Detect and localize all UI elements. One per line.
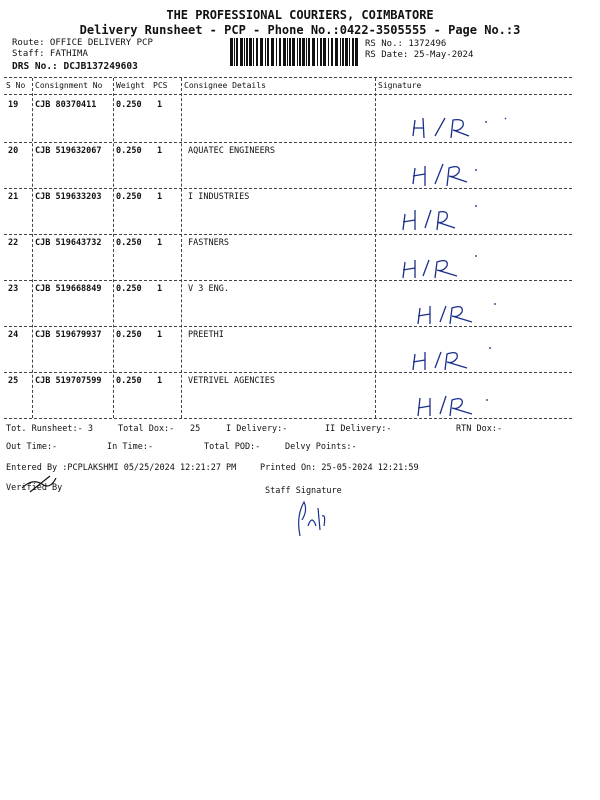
row-consignee: VETRIVEL AGENCIES — [188, 376, 275, 386]
barcode-bar — [256, 38, 258, 66]
printed-on: Printed On: 25-05-2024 12:21:59 — [260, 463, 419, 473]
row-pcs: 1 — [157, 146, 163, 156]
row-weight: 0.250 — [116, 192, 142, 202]
barcode-bar — [287, 38, 288, 66]
route-label: Route: OFFICE DELIVERY PCP — [12, 38, 153, 48]
barcode-bar — [317, 38, 318, 66]
barcode-bar — [308, 38, 310, 66]
row-pcs: 1 — [157, 238, 163, 248]
row-consignment-no: CJB 80370411 — [35, 100, 97, 110]
barcode — [230, 38, 358, 68]
table-row — [0, 236, 600, 282]
barcode-bar — [236, 38, 238, 66]
row-sno: 25 — [8, 376, 19, 386]
row-consignment-no: CJB 519643732 — [35, 238, 102, 248]
ii-delivery: II Delivery:- — [325, 424, 392, 434]
row-sno: 21 — [8, 192, 19, 202]
handwritten-signature — [405, 344, 515, 374]
barcode-bar — [260, 38, 263, 66]
barcode-bar — [340, 38, 341, 66]
row-consignee: V 3 ENG. — [188, 284, 229, 294]
barcode-bar — [323, 38, 326, 66]
barcode-bar — [342, 38, 344, 66]
header-bottom-rule — [4, 94, 572, 95]
table-row — [0, 190, 600, 236]
row-pcs: 1 — [157, 376, 163, 386]
barcode-bar — [265, 38, 266, 66]
staff-signature — [290, 496, 330, 540]
delvy-points: Delvy Points:- — [285, 442, 357, 452]
barcode-bar — [271, 38, 274, 66]
barcode-bar — [345, 38, 348, 66]
staff-label: Staff: FATHIMA — [12, 49, 88, 59]
barcode-bar — [283, 38, 286, 66]
handwritten-signature — [395, 252, 505, 282]
barcode-bar — [320, 38, 322, 66]
row-sno: 24 — [8, 330, 19, 340]
barcode-bar — [355, 38, 358, 66]
verified-by: Verified By — [6, 483, 63, 493]
row-weight: 0.250 — [116, 238, 142, 248]
col-consignee: Consignee Details — [184, 81, 266, 90]
handwritten-signature — [395, 204, 505, 234]
row-consignee: I INDUSTRIES — [188, 192, 250, 202]
total-dox-value: 25 — [190, 424, 201, 434]
total-pod: Total POD:- — [204, 442, 261, 452]
row-pcs: 1 — [157, 100, 163, 110]
drs-number: DRS No.: DCJB137249603 — [12, 61, 138, 72]
barcode-bar — [299, 38, 301, 66]
row-consignee: FASTNERS — [188, 238, 229, 248]
row-sno: 22 — [8, 238, 19, 248]
in-time: In Time:- — [107, 442, 154, 452]
barcode-bar — [335, 38, 338, 66]
barcode-bar — [240, 38, 243, 66]
rs-number: RS No.: 1372496 — [365, 39, 447, 49]
col-consignment: Consignment No — [35, 81, 103, 90]
row-consignee: PREETHI — [188, 330, 224, 340]
row-weight: 0.250 — [116, 376, 142, 386]
runsheet-subtitle: Delivery Runsheet - PCP - Phone No.:0422-3505555 - Page No.:3 — [79, 23, 521, 37]
barcode-bar — [312, 38, 315, 66]
handwritten-signature — [405, 112, 515, 142]
row-weight: 0.250 — [116, 100, 142, 110]
col-weight: Weight — [116, 81, 145, 90]
barcode-bar — [292, 38, 295, 66]
rs-date: RS Date: 25-May-2024 — [365, 50, 474, 60]
barcode-bar — [297, 38, 298, 66]
barcode-bar — [230, 38, 233, 66]
col-signature: Signature — [378, 81, 422, 90]
header-top-rule — [4, 77, 572, 78]
row-consignment-no: CJB 519679937 — [35, 330, 102, 340]
row-weight: 0.250 — [116, 284, 142, 294]
row-weight: 0.250 — [116, 146, 142, 156]
handwritten-signature — [410, 390, 520, 420]
row-pcs: 1 — [157, 284, 163, 294]
row-consignment-no: CJB 519633203 — [35, 192, 102, 202]
barcode-bar — [328, 38, 329, 66]
row-consignment-no: CJB 519707599 — [35, 376, 102, 386]
barcode-bar — [302, 38, 305, 66]
barcode-bar — [276, 38, 277, 66]
barcode-bar — [267, 38, 269, 66]
row-consignment-no: CJB 519632067 — [35, 146, 102, 156]
barcode-bar — [306, 38, 307, 66]
entered-by: Entered By :PCPLAKSHMI 05/25/2024 12:21:27 PM — [6, 463, 237, 473]
handwritten-signature — [405, 158, 515, 188]
row-pcs: 1 — [157, 192, 163, 202]
barcode-bar — [249, 38, 252, 66]
rtn-dox: RTN Dox:- — [456, 424, 503, 434]
staff-signature-label: Staff Signature — [265, 486, 342, 496]
row-pcs: 1 — [157, 330, 163, 340]
handwritten-signature — [410, 298, 520, 328]
row-consignment-no: CJB 519668849 — [35, 284, 102, 294]
barcode-bar — [244, 38, 245, 66]
i-delivery: I Delivery:- — [226, 424, 288, 434]
barcode-bar — [352, 38, 354, 66]
company-title: THE PROFESSIONAL COURIERS, COIMBATORE — [166, 8, 434, 22]
row-sno: 23 — [8, 284, 19, 294]
row-divider — [4, 188, 572, 189]
row-sno: 19 — [8, 100, 19, 110]
out-time: Out Time:- — [6, 442, 58, 452]
total-runsheet: Tot. Runsheet:- 3 — [6, 424, 93, 434]
row-consignee: AQUATEC ENGINEERS — [188, 146, 275, 156]
col-sno: S No — [6, 81, 26, 90]
barcode-bar — [279, 38, 281, 66]
barcode-bar — [246, 38, 248, 66]
barcode-bar — [349, 38, 350, 66]
row-divider — [4, 234, 572, 235]
row-weight: 0.250 — [116, 330, 142, 340]
col-pcs: PCS — [153, 81, 168, 90]
barcode-bar — [289, 38, 291, 66]
barcode-bar — [234, 38, 235, 66]
total-dox-label: Total Dox:- — [118, 424, 175, 434]
row-divider — [4, 142, 572, 143]
barcode-bar — [331, 38, 333, 66]
barcode-bar — [253, 38, 254, 66]
verifier-signature — [20, 474, 60, 496]
row-sno: 20 — [8, 146, 19, 156]
